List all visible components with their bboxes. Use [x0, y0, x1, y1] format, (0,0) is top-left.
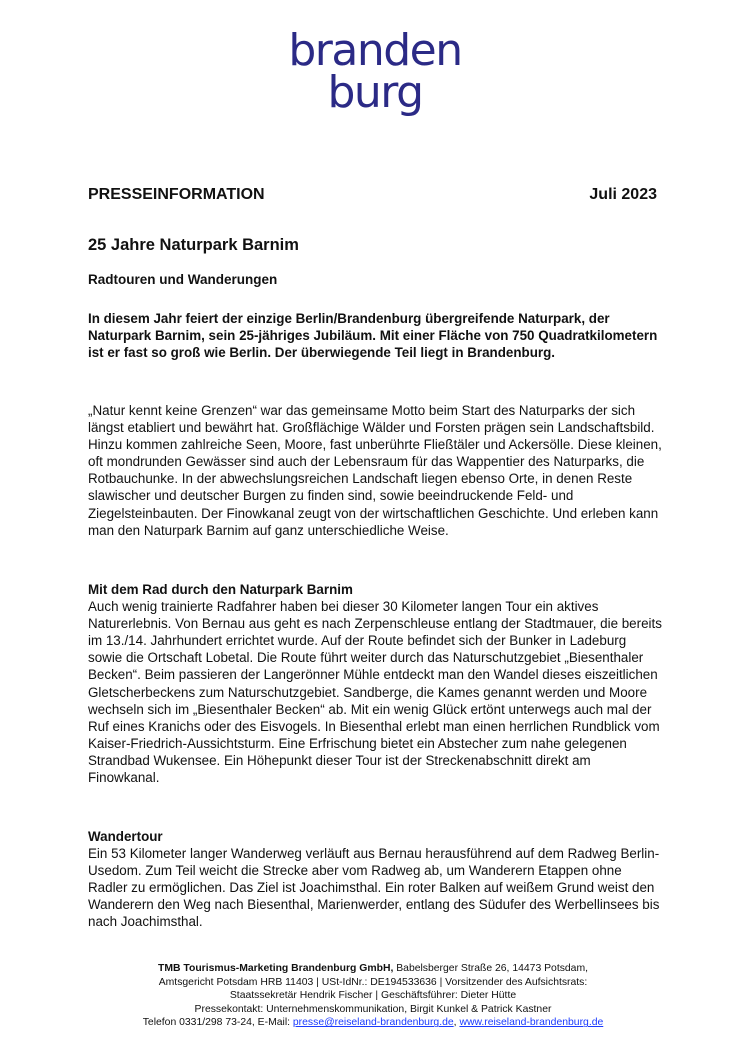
logo-line-2: burg — [327, 67, 423, 118]
footer-email-link[interactable]: presse@reiseland-brandenburg.de — [292, 1017, 454, 1029]
footer-website-link[interactable]: www.reiseland-brandenburg.de — [459, 1017, 604, 1029]
intro-paragraph: „Natur kennt keine Grenzen“ war das gemeinsame Motto beim Start des Naturparks der sich längst etabliert und bewährt hat. Großflächige Wälder und Forsten prägen sein Landschaftsbild. Hinzu kommen zahlreiche Seen, Moore, fast unberührte Fließtäler und Ackersölle. Diese kleinen, oft mondrunden Gewässer sind auch der Lebensraum für das Wappentier des Naturparks, die Rotbauchunke. In der abwechslungsreichen Landschaft liegen ebenso Orte, in denen Reste slawischer und deutscher Burgen zu finden sind, sowie beeindruckende Feld- und Ziegelsteinbauten. Der Finowkanal zeugt von der wirtschaftlichen Geschichte. Und erleben kann man den Naturpark Barnim auf ganz unterschiedliche Weise. — [88, 403, 662, 538]
bike-tour-heading: Mit dem Rad durch den Naturpark Barnim — [88, 582, 353, 597]
page-title: 25 Jahre Naturpark Barnim — [88, 236, 299, 254]
footer-line-1 — [60, 962, 686, 976]
document-date: Juli 2023 — [589, 186, 657, 203]
page-footer — [60, 962, 686, 1030]
bike-tour-section — [88, 581, 663, 786]
hiking-text: Ein 53 Kilometer langer Wanderweg verläuft aus Bernau herausführend auf dem Radweg Berlin-Usedom. Zum Teil weicht die Strecke aber vom Radweg ab, um Wanderern Etappen ohne Radler zu ermöglichen. Das Ziel ist Joachimsthal. Ein roter Balken auf weißem Grund weist den Wanderern den Weg nach Biesenthal, Marienwerder, entlang des Südufer des Werbellinsees bis nach Joachimsthal. — [88, 846, 660, 930]
brandenburg-logo — [275, 25, 475, 118]
footer-separator: , — [453, 1017, 460, 1029]
lead-paragraph: In diesem Jahr feiert der einzige Berlin/Brandenburg übergreifende Naturpark, der Naturpark Barnim, sein 25-jähriges Jubiläum. Mit einer Fläche von 750 Quadratkilometern ist er fast so groß wie Berlin. Der überwiegende Teil liegt in Brandenburg. — [88, 311, 658, 361]
footer-address: Babelsberger Straße 26, 14473 Potsdam, — [393, 963, 588, 974]
document-type-label: PRESSEINFORMATION — [88, 186, 265, 203]
footer-line-5 — [60, 1016, 686, 1030]
hiking-section — [88, 828, 663, 931]
footer-line-3: Staatssekretär Hendrik Fischer | Geschäftsführer: Dieter Hütte — [229, 990, 517, 1002]
page-subtitle: Radtouren und Wanderungen — [88, 272, 278, 287]
logo-line-1: branden — [288, 25, 462, 76]
bike-tour-text: Auch wenig trainierte Radfahrer haben bei dieser 30 Kilometer langen Tour ein aktives Naturerlebnis. Von Bernau aus geht es nach Zerpenschleuse entlang der Stadtmauer, die bereits im 13./14. Jahrhundert errichtet wurde. Auf der Route befindet sich der Bunker in Ladeburg sowie die Ortschaft Lobetal. Die Route führt weiter durch das Naturschutzgebiet „Biesenthaler Becken“. Beim passieren der Langerönner Mühle entdeckt man den Wandel dieses eiszeitlichen Gletscherbeckens zum Naturschutzgebiet. Sandberge, die Kames genannt werden und Moore wechseln sich im „Biesenthaler Becken“ ab. Mit ein wenig Glück ertönt unterwegs auch mal der Ruf eines Kranichs oder des Eisvogels. In Biesenthal erlebt man einen herrlichen Rundblick vom Kaiser-Friedrich-Aussichtsturm. Eine Erfrischung bietet ein Abstecher zum nahe gelegenen Strandbad Wukensee. Ein Höhepunkt dieser Tour ist der Streckenabschnitt direkt am Finowkanal. — [88, 599, 662, 786]
hiking-heading: Wandertour — [88, 829, 163, 844]
document-header — [88, 186, 657, 204]
footer-line-2: Amtsgericht Potsdam HRB 11403 | USt-IdNr.: DE194533636 | Vorsitzender des Aufsichtsrats: — [158, 976, 588, 988]
footer-line-4: Pressekontakt: Unternehmenskommunikation, Birgit Kunkel & Patrick Kastner — [194, 1003, 552, 1015]
footer-company-name: TMB Tourismus-Marketing Brandenburg GmbH, — [158, 963, 394, 974]
footer-phone: Telefon 0331/298 73-24, E-Mail: — [142, 1017, 293, 1029]
